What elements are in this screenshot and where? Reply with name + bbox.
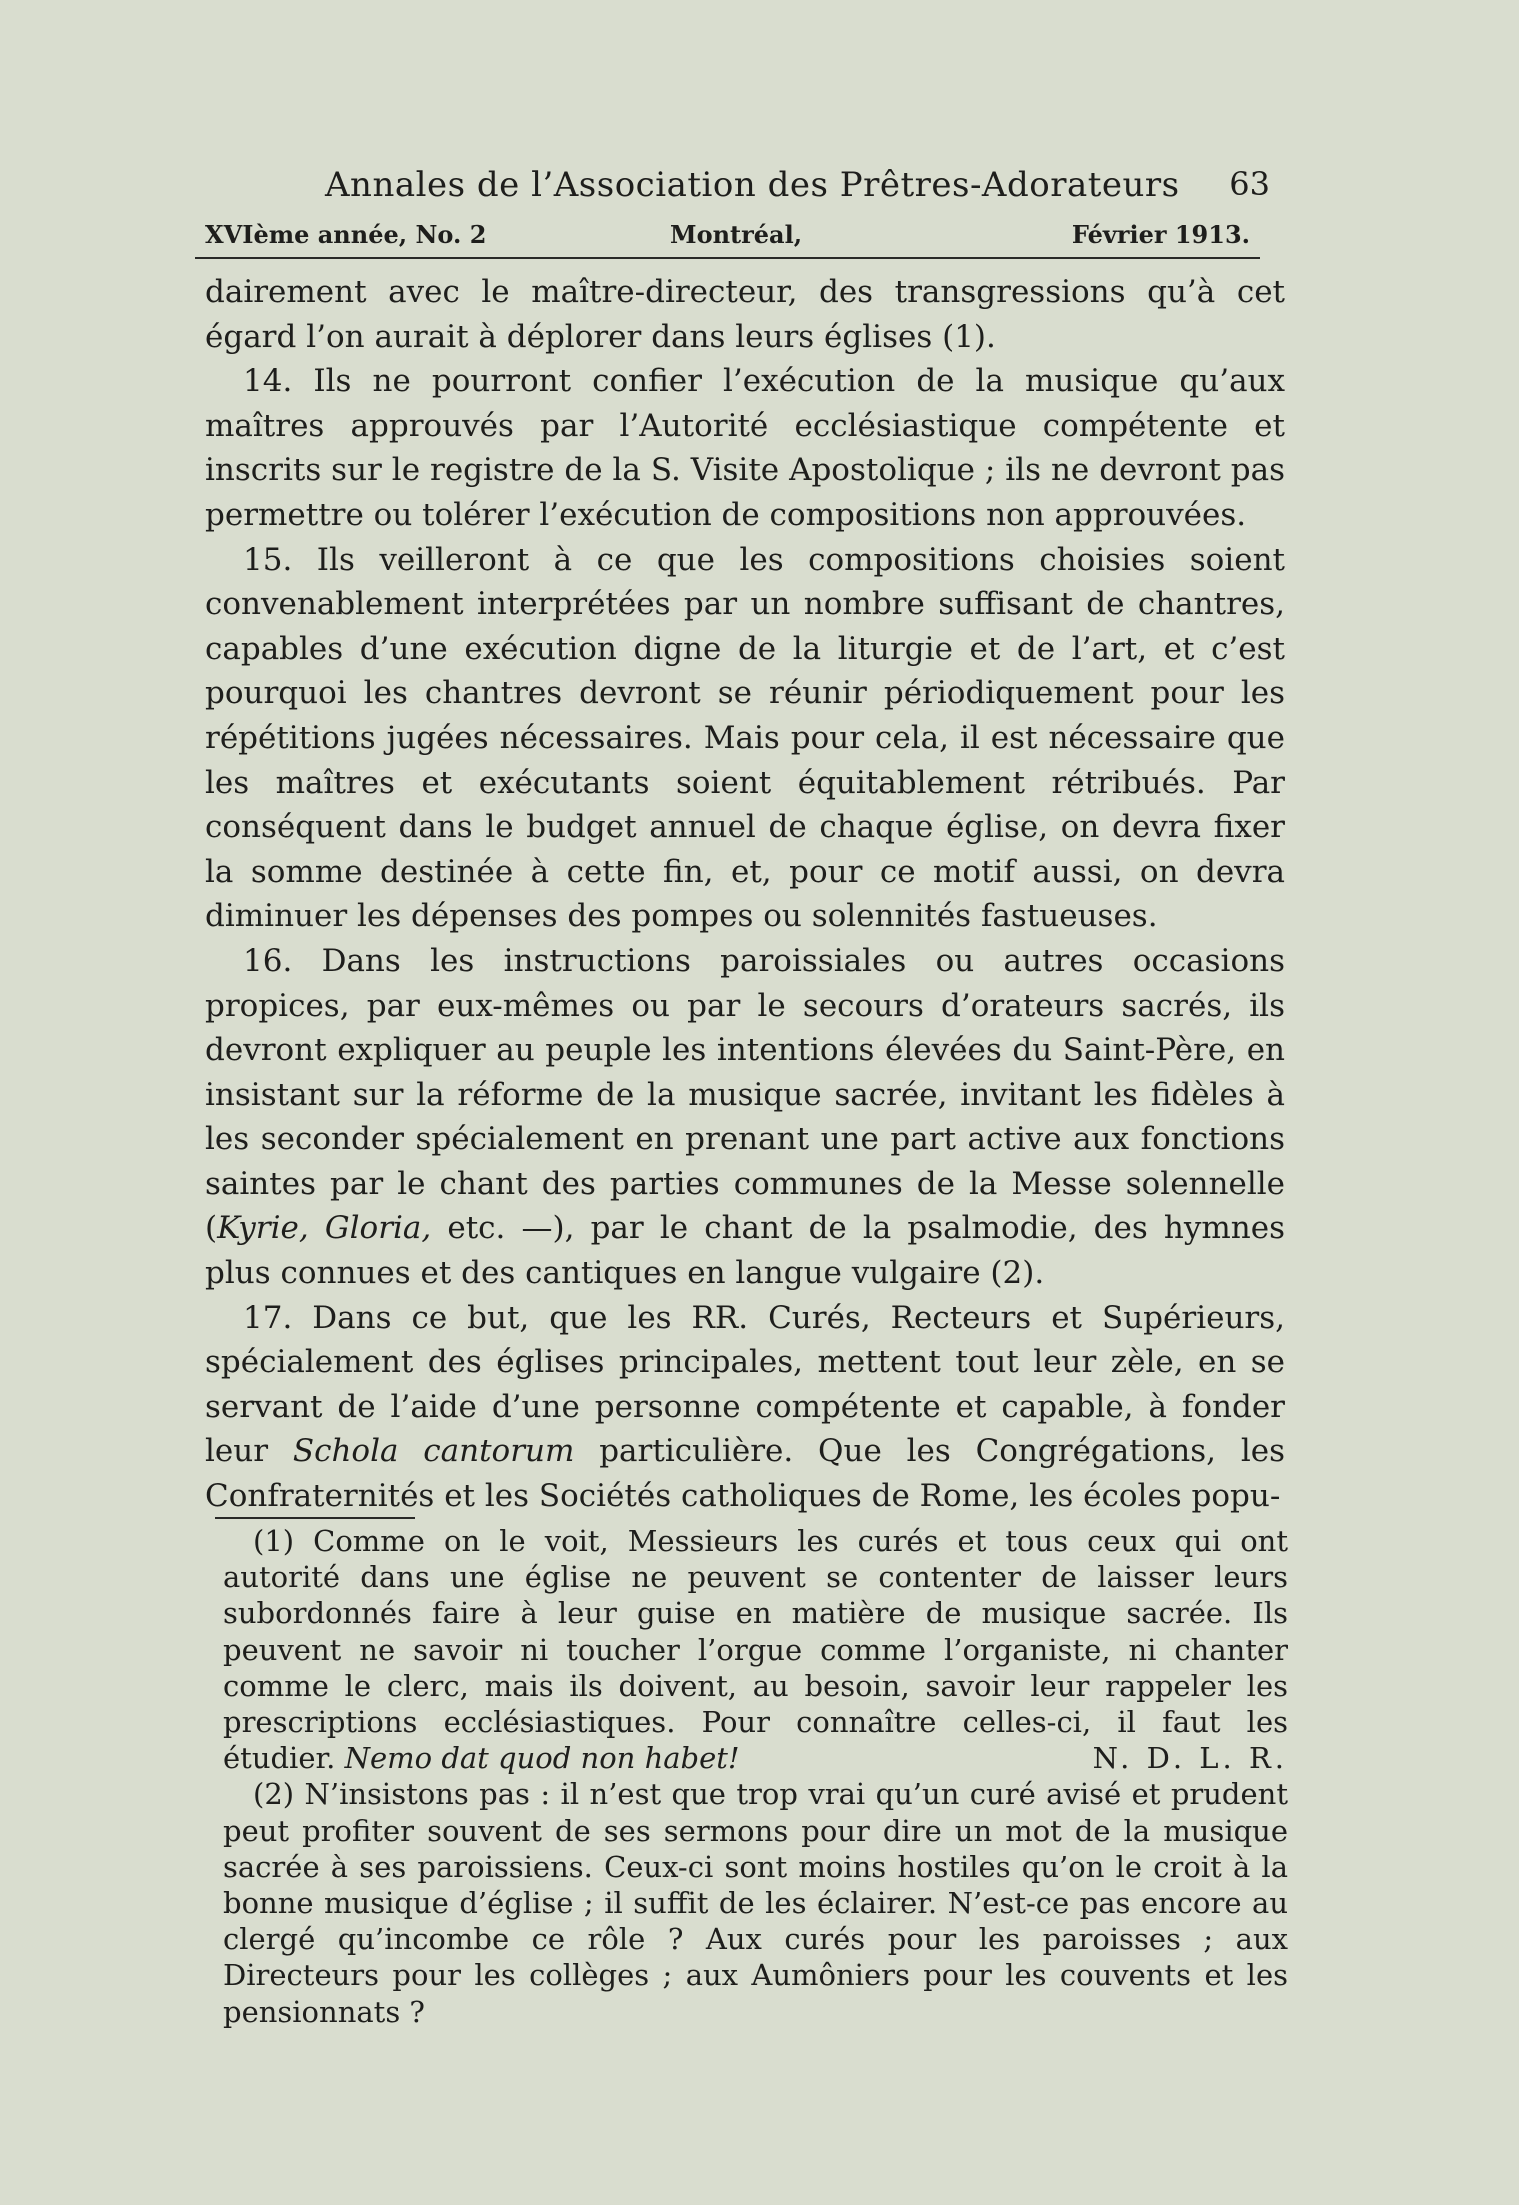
paragraph-17-schola-cantorum: Schola cantorum bbox=[292, 1433, 575, 1470]
body-text bbox=[205, 270, 1285, 1519]
footnote-1 bbox=[223, 1523, 1288, 1776]
issue-city: Montréal, bbox=[670, 220, 803, 249]
running-head-title: Annales de l’Association des Prêtres-Adorateurs bbox=[325, 165, 1180, 205]
footnote-1-text: (1) Comme on le voit, Messieurs les curés et tous ceux qui ont autorité dans une église ne peuvent se contenter de laisser leurs subordonnés faire à leur guise en matière de musique sacrée. Ils peuvent ne savoir ni toucher l’orgue comme l’organiste, ni chanter comme le clerc, mais ils doivent, au besoin, savoir leur rappeler les prescriptions ecclésiastiques. Pour connaître celles-ci, il faut les étudier. bbox=[223, 1524, 1288, 1776]
issue-number: XVIème année, No. 2 bbox=[205, 220, 487, 249]
paragraph-17 bbox=[205, 1296, 1285, 1519]
paragraph-15: 15. Ils veilleront à ce que les compositions choisies soient convenablement interprétées par un nombre suffisant de chantres, capables d’une exécution digne de la liturgie et de l’art, et c’est pourquoi les chantres devront se réunir périodiquement pour les répétitions jugées nécessaires. Mais pour cela, il est nécessaire que les maîtres et exécutants soient équitablement rétribués. Par conséquent dans le budget annuel de chaque église, on devra fixer la somme destinée à cette fin, et, pour ce motif aussi, on devra diminuer les dépenses des pompes ou solennités fastueuses. bbox=[205, 541, 1285, 935]
paragraph-16 bbox=[205, 939, 1285, 1296]
footnote-2: (2) N’insistons pas : il n’est que trop vrai qu’un curé avisé et prudent peut profiter souvent de ses sermons pour dire un mot de la musique sacrée à ses paroissiens. Ceux-ci sont moins hostiles qu’on le croit à la bonne musique d’église ; il suffit de les éclairer. N’est-ce pas encore au clergé qu’incombe ce rôle ? Aux curés pour les paroisses ; aux Directeurs pour les collèges ; aux Aumôniers pour les couvents et les pensionnats ? bbox=[223, 1777, 1288, 2029]
footnote-1-signature: N. D. L. R. bbox=[1092, 1741, 1288, 1776]
paragraph-17-text-a: 17. Dans ce but, que les RR. Curés, Recteurs et Supérieurs, spécialement des églises principales, mettent tout leur zèle, en se servant de l’aide d’une personne compétente et capable, à fonder leur bbox=[205, 1299, 1285, 1470]
paragraph-17-text-b: particulière. Que les Congrégations, les Confraternités et les Sociétés catholiques de Rome, les écoles popu- bbox=[205, 1433, 1285, 1515]
continuation-paragraph: dairement avec le maître-directeur, des transgressions qu’à cet égard l’on aurait à déplorer dans leurs églises (1). bbox=[205, 274, 1285, 355]
footnote-1-latin: Nemo dat quod non habet! bbox=[344, 1741, 740, 1776]
paragraph-16-text-b: etc. —), par le chant de la psalmodie, des hymnes plus connues et des cantiques en langue vulgaire (2). bbox=[205, 1210, 1285, 1292]
paragraph-14: 14. Ils ne pourront confier l’exécution de la musique qu’aux maîtres approuvés par l’Autorité ecclésiastique compétente et inscrits sur le registre de la S. Visite Apostolique ; ils ne devront pas permettre ou tolérer l’exécution de compositions non approuvées. bbox=[205, 363, 1285, 533]
footnote-rule bbox=[215, 1517, 415, 1519]
paragraph-16-kyrie-gloria: Kyrie, Gloria, bbox=[217, 1210, 432, 1247]
issue-date: Février 1913. bbox=[1071, 220, 1250, 249]
header-rule bbox=[195, 257, 1260, 259]
paragraph-16-text-a: 16. Dans les instructions paroissiales ou autres occasions propices, par eux-mêmes ou par le secours d’orateurs sacrés, ils devront expliquer au peuple les intentions élevées du Saint-Père, en insistant sur la réforme de la musique sacrée, invitant les fidèles à les seconder spécialement en prenant une part active aux fonctions saintes par le chant des parties communes de la Messe solennelle ( bbox=[205, 942, 1285, 1247]
page-number: 63 bbox=[1229, 165, 1270, 203]
footnotes bbox=[223, 1523, 1288, 2030]
